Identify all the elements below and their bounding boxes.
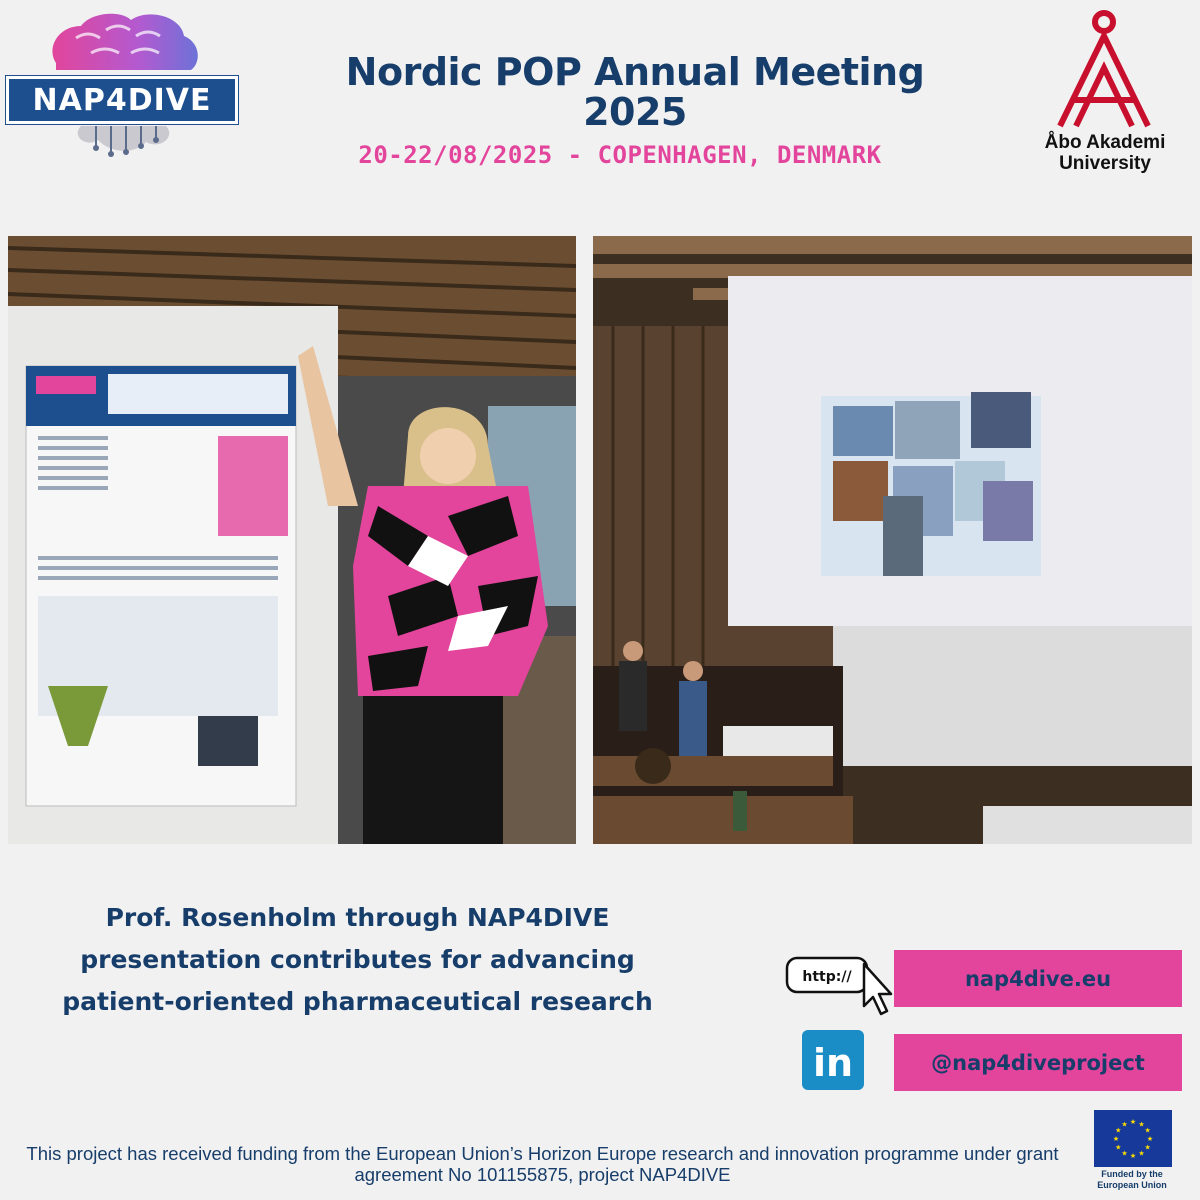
website-link[interactable]: nap4dive.eu bbox=[894, 950, 1182, 1007]
abo-akademi-logo bbox=[1030, 10, 1180, 174]
funding-statement: This project has received funding from the European Union’s Horizon Europe research and innovation programme under grant agreement No 101155875, project NAP4DIVE bbox=[26, 1143, 1059, 1185]
svg-text:★: ★ bbox=[1138, 1149, 1145, 1158]
linkedin-icon-text: in bbox=[812, 1041, 854, 1085]
http-cursor-icon bbox=[784, 950, 894, 1020]
abo-akademi-mark-icon bbox=[1052, 10, 1156, 128]
eu-flag-icon bbox=[1094, 1110, 1172, 1167]
svg-text:★: ★ bbox=[1121, 1149, 1128, 1158]
eu-funding-label: Funded by the European Union bbox=[1097, 1169, 1167, 1190]
nap4dive-logo bbox=[6, 8, 236, 168]
svg-text:★: ★ bbox=[1121, 1120, 1128, 1129]
svg-text:★: ★ bbox=[1129, 1152, 1137, 1160]
svg-text:★: ★ bbox=[1112, 1135, 1120, 1143]
event-date-location: 20-22/08/2025 - COPENHAGEN, DENMARK bbox=[358, 141, 882, 169]
page-title: Nordic POP Annual Meeting 2025 bbox=[345, 50, 925, 134]
nap4dive-logo-text: NAP4DIVE bbox=[32, 82, 212, 118]
svg-text:★: ★ bbox=[1146, 1135, 1154, 1143]
svg-text:★: ★ bbox=[1129, 1118, 1137, 1126]
university-name: Åbo Akademi University bbox=[1044, 132, 1166, 174]
svg-text:★: ★ bbox=[1115, 1126, 1122, 1135]
eu-funding-badge bbox=[1086, 1110, 1178, 1198]
svg-text:★: ★ bbox=[1138, 1120, 1145, 1129]
poster-presentation-photo bbox=[8, 236, 576, 844]
svg-text:★: ★ bbox=[1115, 1143, 1122, 1152]
svg-text:★: ★ bbox=[1144, 1143, 1151, 1152]
nap4dive-banner bbox=[6, 76, 238, 124]
http-label: http:// bbox=[802, 969, 852, 985]
lecture-hall-photo bbox=[593, 236, 1192, 844]
linkedin-icon[interactable] bbox=[802, 1030, 864, 1090]
svg-text:★: ★ bbox=[1144, 1126, 1151, 1135]
photo-caption: Prof. Rosenholm through NAP4DIVE presentation contributes for advancing patient-oriented pharmaceutical research bbox=[62, 903, 653, 1016]
linkedin-link[interactable]: @nap4diveproject bbox=[894, 1034, 1182, 1091]
